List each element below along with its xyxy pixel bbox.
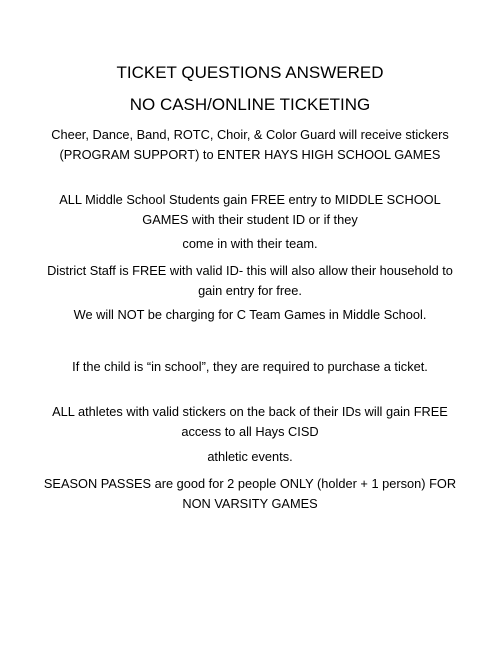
- paragraph-athletes-stickers: ALL athletes with valid stickers on the back of their IDs will gain FREE access to all Hays CISD: [52, 404, 448, 439]
- paragraph-team-entry: come in with their team.: [182, 236, 318, 251]
- paragraph-program-support: Cheer, Dance, Band, ROTC, Choir, & Color Guard will receive stickers (PROGRAM SUPPORT) to ENTER HAYS HIGH SCHOOL GAMES: [51, 127, 449, 162]
- document-title: TICKET QUESTIONS ANSWERED: [116, 63, 384, 82]
- paragraph-athletic-events: athletic events.: [207, 449, 293, 464]
- document-subtitle: NO CASH/ONLINE TICKETING: [129, 95, 371, 114]
- paragraph-c-team-games: We will NOT be charging for C Team Games in Middle School.: [73, 307, 427, 322]
- paragraph-middle-school-entry: ALL Middle School Students gain FREE entry to MIDDLE SCHOOL GAMES with their student ID or if they: [59, 192, 441, 227]
- paragraph-district-staff: District Staff is FREE with valid ID- this will also allow their household to gain entry for free.: [47, 263, 453, 298]
- paragraph-in-school-ticket: If the child is “in school”, they are required to purchase a ticket.: [72, 359, 428, 374]
- paragraph-season-passes: SEASON PASSES are good for 2 people ONLY (holder + 1 person) FOR NON VARSITY GAMES: [43, 476, 457, 511]
